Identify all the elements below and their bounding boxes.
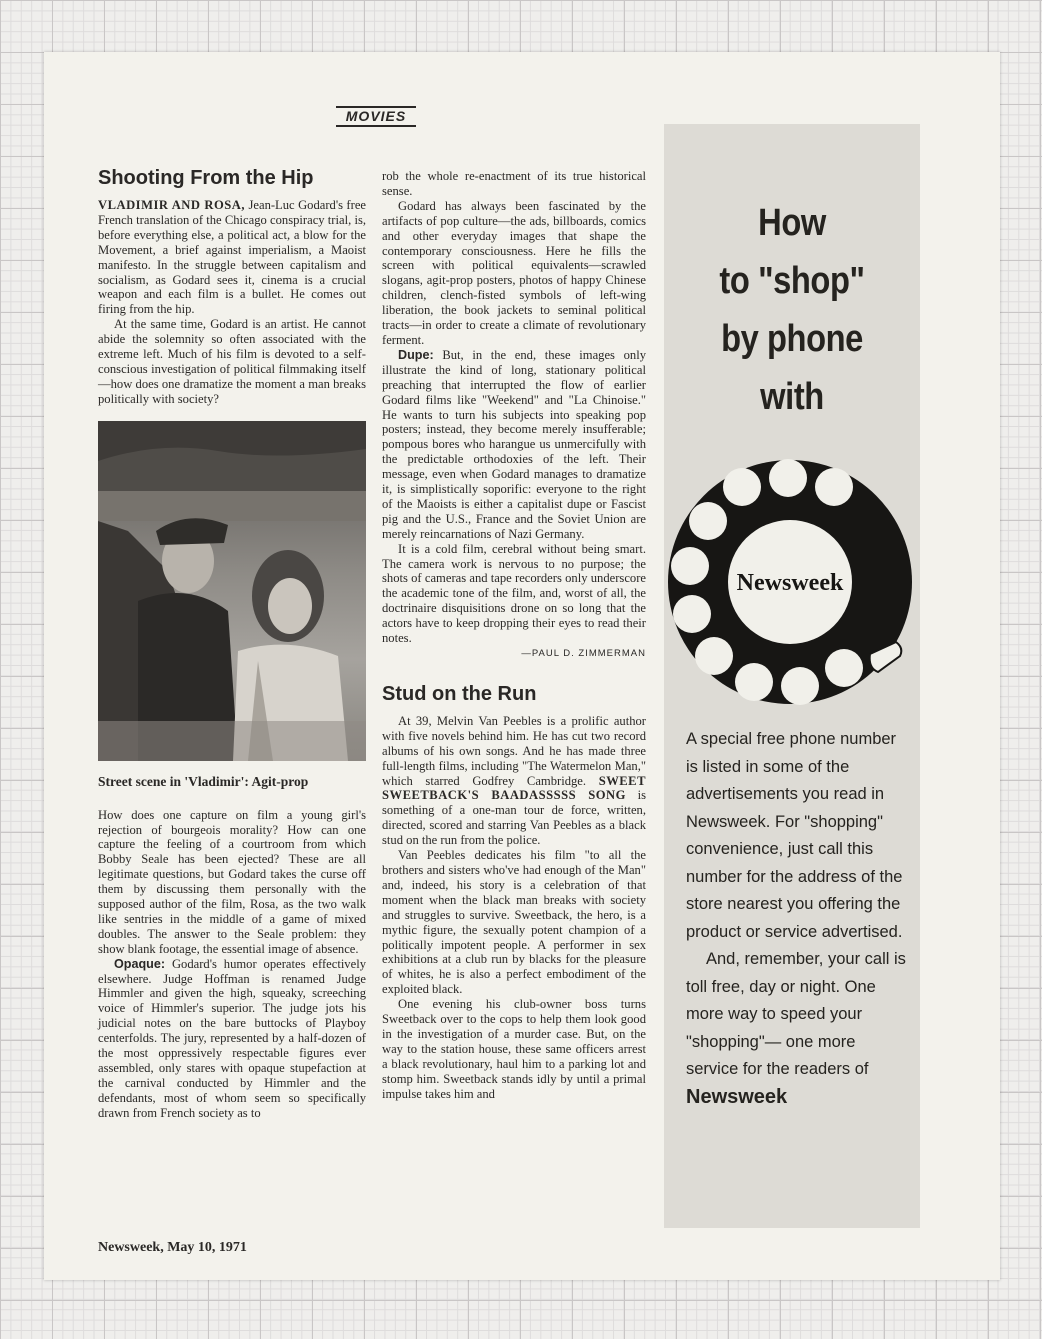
ad-paragraph: A special free phone number is listed in some of the advertisements you read in Newsweek. For "shopping" convenience, just call this number for the address of the store nearest you offering the product or service advertised. <box>686 730 903 941</box>
rotary-dial-illustration <box>664 454 920 714</box>
ad-paragraph: And, remember, your call is toll free, day or night. One more way to speed your "shopping"— one more service for the readers of Newsweek <box>686 950 906 1108</box>
column-2 <box>382 169 646 1101</box>
paragraph: At 39, Melvin Van Peebles is a prolific author with five novels behind him. He has cut two record albums of his own songs. And he has made three full-length films, including "The Watermelon Man," which starred Godfrey Cambridge. SWEET SWEETBACK'S BAADASSSSS SONG is something of a one-man tour de force, written, directed, scored and starring Van Peebles as a black stud on the run from the police. <box>382 713 646 848</box>
ad-headline: How to "shop" by phone with <box>719 202 865 418</box>
paragraph: It is a cold film, cerebral without being smart. The camera work is nervous to no purpose; the shots of cameras and tape recorders only underscore the academic tone of the film, and, worst of all, the doctrinaire disquisitions drone on so long that the actors have to keep dropping their eyes to read their notes. <box>382 541 646 646</box>
article-headline: Stud on the Run <box>382 682 537 705</box>
ad-copy <box>686 726 912 1112</box>
subhead-label: Dupe: <box>398 347 434 362</box>
paragraph: rob the whole re-enactment of its true historical sense. <box>382 169 646 198</box>
lead-title: VLADIMIR AND ROSA, <box>98 198 246 212</box>
paragraph: Godard has always been fascinated by the artifacts of pop culture—the ads, billboards, comics and other everyday images that shape the contemporary consciousness. Here he fills the screen with political equivalents—scrawled slogans, agit-prop posters, photos of happy Chinese children, clench-fisted symbols of left-wing liberation, the book jackets to seminal political tracts—in order to create a climate of revolutionary ferment. <box>382 198 646 347</box>
paragraph: Van Peebles dedicates his film "to all the brothers and sisters who've had enough of the Man" and, indeed, his story is a celebration of that moment when the black man breaks with society and struggles to survive. Sweetback, the hero, is a mythic figure, the sexually potent champion of a politically impotent people. A performer in sex exhibitions at a club run by blacks for the pleasure of whites, he is also a perfect embodiment of the exploited black. <box>382 848 646 997</box>
column-1 <box>98 166 366 1121</box>
magazine-page <box>44 52 1000 1280</box>
paragraph: VLADIMIR AND ROSA, Jean-Luc Godard's free French translation of the Chicago conspiracy trial, is, before everything else, a political act, a blow for the Movement, a brief against imperialism, a Maoist manifesto. In the struggle between capitalism and socialism, as Godard sees it, cinema is a crucial weapon and each film is a bullet. He comes out firing from the hip. <box>98 198 366 317</box>
film-still-photo <box>98 421 366 761</box>
author-byline: —PAUL D. ZIMMERMAN <box>521 648 646 659</box>
dial-brand-logo: Newsweek <box>736 570 844 596</box>
paragraph: How does one capture on film a young girl's rejection of bourgeois morality? How can one capture the feeling of a courtroom from which Bobby Seale has been ejected? These are all legitimate questions, but Godard takes the curse off them by discussing them personally with the supposed author of the film, Rosa, as the two walk like sentries in the middle of a game of mixed doubles. The answer to the Seale problem: they show blank footage, the essential image of absence. <box>98 807 366 956</box>
film-title: SWEET SWEETBACK'S BAADASSSSS SONG <box>382 773 646 803</box>
brand-name: Newsweek <box>686 1085 788 1108</box>
article-headline: Shooting From the Hip <box>98 167 314 189</box>
subhead-label: Opaque: <box>114 956 166 971</box>
paragraph: Opaque: Godard's humor operates effectively elsewhere. Judge Hoffman is renamed Judge Himmler and given the high, squeaky, screeching voice of Himmler's superior. The judge jots his judicial notes on the bare buttocks of Playboy centerfolds. The jury, represented by a half-dozen of the most oppressively respectable figures ever assembled, only stares with opaque stupefaction at the carnival conducted by Himmler and the defendants, most of whom seem so specifically drawn from French society as to <box>98 956 366 1120</box>
section-label: MOVIES <box>336 106 416 127</box>
photo-caption: Street scene in 'Vladimir': Agit-prop <box>98 773 309 789</box>
paragraph: Dupe: But, in the end, these images only illustrate the kind of long, stationary political preaching that interrupted the flow of earlier Godard films like "Weekend" and "La Chinoise." He wants to turn his subjects into speaking pop posters; instead, they become merely insufferable; pompous bores who harangue us unmercifully with the predictable orthodoxies of the left. Their message, even when Godard manages to dramatize it, is simplistically soporific: everyone to the right of the Maoists is either a capitalist dupe or Fascist pig and the U.S., France and the Soviet Union are merely reincarnations of Nazi Germany. <box>382 347 646 541</box>
photo-illustration <box>98 421 366 761</box>
paragraph: At the same time, Godard is an artist. He cannot abide the solemnity so often associated with the extreme left. Much of his film is devoted to a self-conscious investigation of political filmmaking itself—how does one dramatize the moment a man breaks politically with society? <box>98 317 366 406</box>
newsweek-advertisement <box>664 124 920 1228</box>
issue-footer: Newsweek, May 10, 1971 <box>98 1240 247 1255</box>
paragraph: One evening his club-owner boss turns Sweetback over to the cops to help them look good in the investigation of a murder case. But, on the way to the station house, these same officers arrest a black revolutionary, haul him to a parking lot and stomp him. Sweetback stands idly by until a primal impulse takes him and <box>382 997 646 1101</box>
